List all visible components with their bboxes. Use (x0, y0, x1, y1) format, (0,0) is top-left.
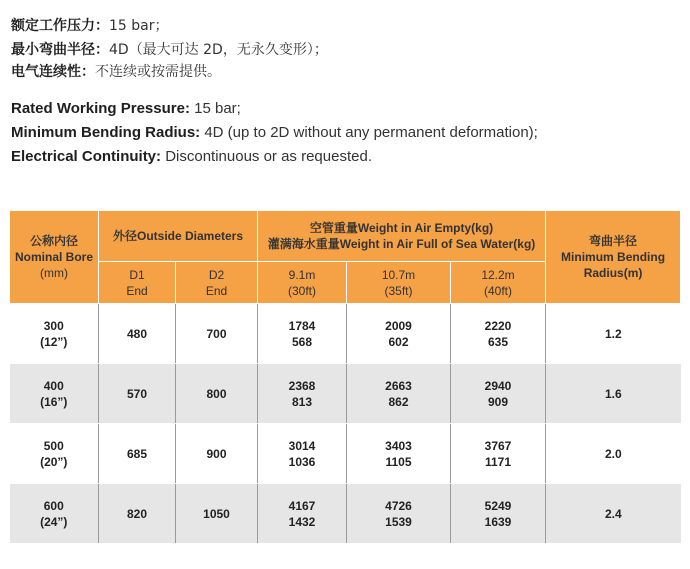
header-radius-cn: 弯曲半径 (589, 234, 638, 248)
spec-en-continuity (11, 146, 372, 168)
spec-cn-pressure-value: 15 bar； (109, 18, 169, 34)
weight-full: 1171 (484, 454, 512, 469)
cell-weight-9-1m (258, 304, 347, 364)
weight-empty: 2940 (484, 378, 512, 393)
header-weight (258, 211, 546, 262)
bore-in: (12”) (40, 334, 68, 349)
header-d2 (176, 262, 258, 304)
header-len3-top: 12.2m (481, 267, 515, 282)
cell-bore (10, 484, 99, 544)
cell-weight-9-1m (258, 484, 347, 544)
cell-radius: 2.4 (546, 484, 681, 544)
spec-en-bending (11, 122, 538, 144)
cell-weight-10-7m (347, 304, 451, 364)
weight-full: 1036 (288, 454, 316, 469)
weight-empty: 1784 (288, 318, 316, 333)
spec-en-bending-value: 4D (up to 2D without any permanent deformation); (200, 124, 538, 141)
cell-weight-9-1m (258, 364, 347, 424)
weight-empty: 2368 (288, 378, 316, 393)
bore-in: (20”) (40, 454, 68, 469)
table-header (10, 211, 681, 304)
bore-mm: 300 (43, 318, 64, 333)
table-row (10, 364, 681, 424)
weight-full: 568 (291, 334, 313, 349)
spec-table (9, 210, 681, 544)
cell-weight-9-1m (258, 424, 347, 484)
bore-mm: 600 (43, 498, 64, 513)
bore-mm: 400 (43, 378, 64, 393)
spec-en-pressure-label: Rated Working Pressure: (11, 100, 190, 117)
header-radius-en: Minimum Bending (561, 250, 666, 264)
header-d1-top: D1 (129, 267, 145, 282)
bore-in: (24”) (40, 514, 68, 529)
header-bore-cn: 公称内径 (29, 234, 78, 248)
cell-radius: 1.6 (546, 364, 681, 424)
cell-radius: 2.0 (546, 424, 681, 484)
header-bending-radius (546, 211, 681, 304)
weight-empty: 4167 (288, 498, 316, 513)
spec-en-bending-label: Minimum Bending Radius: (11, 124, 201, 141)
header-len-12-2m (451, 262, 546, 304)
cell-d2: 700 (176, 304, 258, 364)
header-od-en: Outside Diameters (136, 229, 244, 243)
cell-weight-10-7m (347, 364, 451, 424)
spec-cn-bending-value: 4D（最大可达 2D，无永久变形）； (109, 42, 328, 58)
header-d2-top: D2 (208, 267, 225, 282)
weight-empty: 3767 (484, 438, 512, 453)
cell-weight-12-2m (451, 424, 546, 484)
weight-full: 602 (388, 334, 409, 349)
weight-full: 813 (291, 394, 313, 409)
header-len2-bottom: (35ft) (384, 283, 413, 298)
header-weight-en-1: Weight in Air Empty(kg) (357, 221, 494, 235)
weight-empty: 4726 (385, 498, 412, 513)
cell-weight-10-7m (347, 484, 451, 544)
weight-empty: 2009 (385, 318, 412, 333)
weight-full: 1432 (288, 514, 316, 529)
header-weight-cn-2: 灌满海水重量 (267, 237, 340, 251)
header-bore-en: Nominal Bore (14, 250, 93, 264)
weight-empty: 2663 (385, 378, 412, 393)
spec-cn-pressure (11, 16, 169, 36)
spec-cn-continuity (11, 62, 221, 82)
cell-d1: 480 (99, 304, 176, 364)
cell-d2: 900 (176, 424, 258, 484)
header-len1-bottom: (30ft) (287, 283, 316, 298)
cell-weight-12-2m (451, 484, 546, 544)
header-len-10-7m (347, 262, 451, 304)
cell-weight-12-2m (451, 304, 546, 364)
spec-cn-pressure-label: 额定工作压力： (11, 18, 109, 34)
spec-cn-bending-label: 最小弯曲半径： (11, 42, 109, 58)
bore-in: (16”) (40, 394, 68, 409)
spec-cn-continuity-label: 电气连续性： (11, 64, 95, 80)
table-row (10, 424, 681, 484)
weight-empty: 5249 (484, 498, 512, 513)
header-weight-en-2: Weight in Air Full of Sea Water(kg) (339, 237, 536, 251)
bore-mm: 500 (43, 438, 64, 453)
cell-d2: 800 (176, 364, 258, 424)
header-len-9-1m (258, 262, 347, 304)
cell-weight-10-7m (347, 424, 451, 484)
weight-full: 635 (488, 334, 509, 349)
header-len1-top: 9.1m (288, 267, 316, 282)
spec-cn-continuity-value: 不连续或按需提供。 (95, 64, 221, 80)
weight-full: 1639 (484, 514, 512, 529)
weight-empty: 2220 (484, 318, 512, 333)
cell-d1: 570 (99, 364, 176, 424)
header-d1 (99, 262, 176, 304)
cell-bore (10, 364, 99, 424)
header-d1-bottom: End (126, 283, 148, 298)
weight-empty: 3403 (385, 438, 412, 453)
spec-en-continuity-label: Electrical Continuity: (11, 148, 162, 165)
spec-en-continuity-value: Discontinuous or as requested. (161, 148, 372, 165)
weight-full: 909 (488, 394, 509, 409)
weight-full: 862 (388, 394, 409, 409)
header-outside-diameters (99, 211, 258, 262)
cell-weight-12-2m (451, 364, 546, 424)
weight-empty: 3014 (288, 438, 316, 453)
cell-bore (10, 304, 99, 364)
header-d2-bottom: End (205, 283, 228, 298)
table-row (10, 304, 681, 364)
cell-radius: 1.2 (546, 304, 681, 364)
table-row (10, 484, 681, 544)
header-od-cn: 外径 (112, 229, 137, 243)
cell-bore (10, 424, 99, 484)
header-bore-unit: (mm) (40, 266, 68, 280)
header-nominal-bore (10, 211, 99, 304)
cell-d1: 820 (99, 484, 176, 544)
weight-full: 1539 (385, 514, 412, 529)
spec-en-pressure (11, 98, 241, 120)
table-body (10, 304, 681, 544)
header-weight-cn-1: 空管重量 (309, 221, 358, 235)
spec-cn-bending (11, 40, 328, 60)
header-radius-unit: Radius(m) (583, 266, 643, 280)
header-len2-top: 10.7m (381, 267, 416, 282)
header-len3-bottom: (40ft) (484, 283, 513, 298)
cell-d1: 685 (99, 424, 176, 484)
spec-en-pressure-value: 15 bar; (189, 100, 241, 117)
weight-full: 1105 (385, 454, 412, 469)
cell-d2: 1050 (176, 484, 258, 544)
